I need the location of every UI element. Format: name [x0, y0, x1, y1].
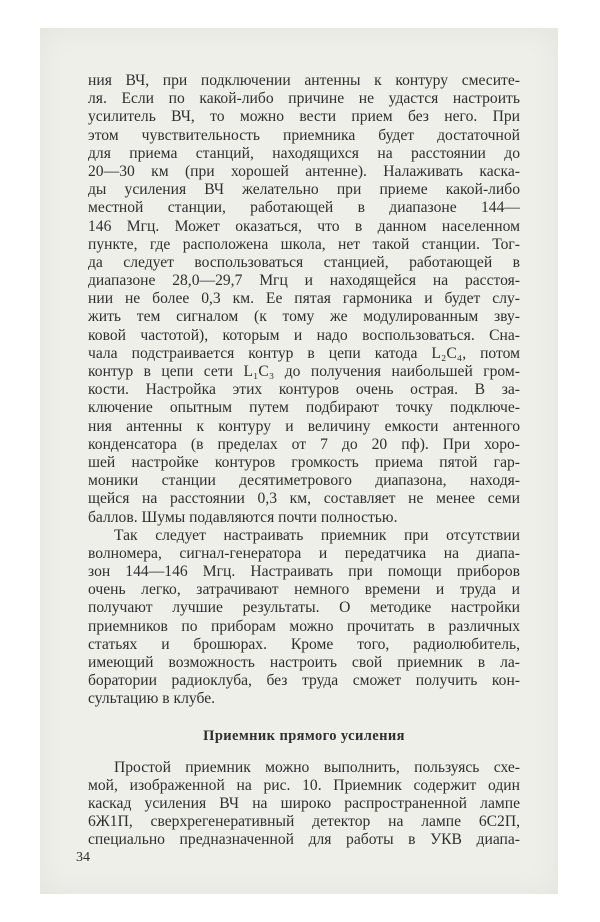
text-line: сультацию в клубе.	[88, 690, 216, 708]
text-line: жить тем сигналом (к тому же модулированным зву-	[88, 308, 520, 326]
text-line: для приема станций, находящихся на расстоянии до	[88, 144, 520, 162]
text-line: шей настройке контуров громкость приема пятой гар-	[88, 453, 520, 471]
text-line: пункте, где расположена школа, нет такой станции. Тог-	[88, 235, 520, 253]
text-line: усилитель ВЧ, то можно вести прием без него. При	[88, 108, 520, 126]
text-line: кости. Настройка этих контуров очень острая. В за-	[88, 381, 520, 399]
text-line: 20—30 км (при хорошей антенне). Налаживать каска-	[88, 162, 520, 180]
text-line: 6Ж1П, сверхрегенеративный детектор на лампе 6С2П,	[88, 813, 520, 831]
text-line: ния антенны к контуру и величину емкости антенного	[88, 417, 520, 435]
text-line: чала подстраивается контур в цепи катода L₂C₄, потом	[88, 344, 520, 362]
text-line: нии не более 0,3 км. Ее пятая гармоника и будет слу-	[88, 290, 520, 308]
text-line: диапазоне 28,0—29,7 Мгц и находящейся на расстоя-	[88, 272, 520, 290]
text-line: ковой частотой), которым и надо воспользоваться. Сна-	[88, 326, 520, 344]
text-line: контур в цепи сети L₁C₃ до получения наибольшей гром-	[88, 363, 520, 380]
text-line: конденсатора (в пределах от 7 до 20 пф). При хоро-	[88, 435, 520, 453]
text-line: очень легко, затрачивают немного времени и труда и	[88, 581, 520, 599]
text-line: статьях и брошюрах. Кроме того, радиолюбитель,	[88, 635, 520, 653]
text-line: получают лучшие результаты. О методике настройки	[88, 599, 520, 617]
text-line: ля. Если по какой-либо причине не удастся настроить	[88, 90, 520, 108]
text-line: да следует воспользоваться станцией, работающей в	[88, 253, 520, 271]
text-line: ды усиления ВЧ желательно при приеме какой-либо	[88, 181, 520, 199]
text-line: Так следует настраивать приемник при отсутствии	[114, 526, 520, 544]
text-line: баллов. Шумы подавляются почти полностью.	[88, 508, 398, 526]
text-line: специально предназначенной для работы в УКВ диапа-	[88, 831, 520, 849]
text-line: ния ВЧ, при подключении антенны к контуру смесите-	[88, 72, 520, 89]
text-line: каскад усиления ВЧ на широко распространенной лампе	[88, 794, 520, 812]
text-line: 146 Мгц. Может оказаться, что в данном населенном	[88, 217, 520, 235]
text-line: щейся на расстоянии 0,3 км, составляет не менее семи	[88, 490, 520, 508]
page-number: 34	[76, 850, 90, 865]
text-line: имеющий возможность настроить свой приемник в ла-	[88, 654, 520, 671]
text-line: ключение опытным путем подбирают точку подключе-	[88, 399, 520, 417]
text-line: боратории радиоклуба, без труда сможет получить кон-	[88, 672, 520, 690]
text-line: мой, изображенной на рис. 10. Приемник содержит один	[88, 776, 520, 794]
text-line: приемников по приборам можно прочитать в различных	[88, 617, 520, 635]
text-line: зон 144—146 Мгц. Настраивать при помощи приборов	[88, 563, 520, 581]
text-line: волномера, сигнал-генератора и передатчика на диапа-	[88, 544, 520, 562]
text-line: этом чувствительность приемника будет достаточной	[88, 126, 520, 144]
text-line: моники станции десятиметрового диапазона, находя-	[88, 472, 520, 490]
text-line: местной станции, работающей в диапазоне 144—	[88, 199, 520, 217]
book-page	[40, 28, 558, 894]
section-heading: Приемник прямого усиления	[203, 727, 405, 744]
text-line: Простой приемник можно выполнить, пользуясь схе-	[114, 758, 520, 776]
body-text	[88, 72, 520, 850]
